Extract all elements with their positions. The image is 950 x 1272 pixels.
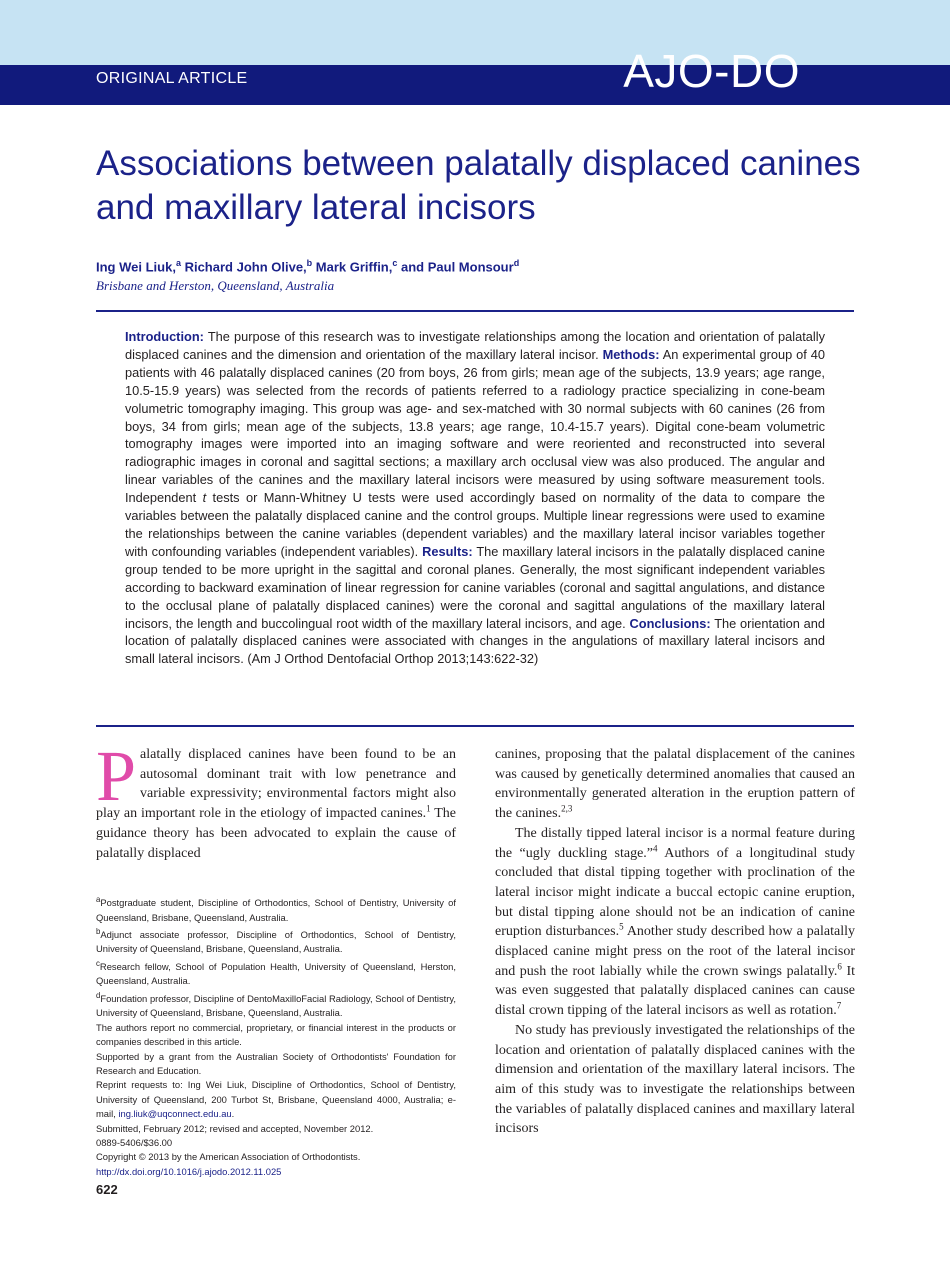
body-text: Authors of a longitudinal study concluded that distal tipping together with proclination of the lateral incisor might indicate a buccal ectopic canine eruption, but distal tipping alone should not be an indication of canine eruption disturbances. bbox=[495, 845, 855, 940]
body-paragraph: No study has previously investigated the relationships of the location and orientation of palatally displaced canines with the dimension and orientation of the maxillary lateral incisors. The aim of this study was to investigate the relationships between the variables of palatally displaced canines and maxillary lateral incisors bbox=[495, 1022, 855, 1137]
affiliation: Brisbane and Herston, Queensland, Australia bbox=[96, 278, 335, 293]
abstract-methods: An experimental group of 40 patients with 46 palatally displaced canines (20 from boys, 26 from girls; mean age of the subjects, 13.9 years; age range, 10.5-15.9 years) was selected from the records of patients referred to a radiology practice specializing in cone-beam volumetric tomography imaging. This group was age- and sex-matched with 30 normal subjects with 60 canines (26 from boys, 34 from girls; mean age of the subjects, 13.8 years; age range, 10.4-15.7 years). Digital cone-beam volumetric tomography images were imported into an imaging software and were reoriented and reconstructed into several radiographic images in coronal and sagittal sections; a maxillary arch occlusal view was also produced. The angular and linear variables of the canines and the maxillary lateral incisors were measured by using software measurement tools. Independent bbox=[125, 346, 825, 506]
article-title: Associations between palatally displaced canines and maxillary lateral incisors bbox=[96, 144, 861, 227]
submission-dates: Submitted, February 2012; revised and accepted, November 2012. bbox=[96, 1122, 374, 1134]
footnote-mark: b bbox=[96, 926, 101, 936]
disclosure: The authors report no commercial, proprietary, or financial interest in the products or companies described in this article. bbox=[96, 1021, 456, 1048]
abstract-t-symbol: t bbox=[202, 490, 207, 506]
copyright: Copyright © 2013 by the American Association of Orthodontists. bbox=[96, 1151, 361, 1163]
intro-text-end: The guidance theory has been advocated to explain the cause of palatally displaced bbox=[96, 806, 456, 861]
author-name: Richard John Olive, bbox=[184, 259, 307, 275]
left-column bbox=[96, 736, 456, 863]
citation: 6 bbox=[837, 961, 842, 972]
body-text: canines, proposing that the palatal displacement of the canines was caused by genetically determined anomalies that caused an environmentally generated alteration in the eruption pattern of the canines. bbox=[495, 747, 855, 822]
author-list bbox=[96, 258, 519, 274]
author-affil-mark: c bbox=[392, 258, 398, 268]
intro-paragraph bbox=[96, 736, 456, 863]
page-number: 622 bbox=[96, 1182, 118, 1197]
email-link[interactable]: ing.liuk@uqconnect.edu.au bbox=[118, 1108, 232, 1120]
doi-line bbox=[96, 1165, 456, 1179]
body-text: Another study described how a palatally displaced canine might press on the root of the lateral incisor and push the root labially while the crown swings palatally. bbox=[495, 924, 856, 979]
footnote-mark: c bbox=[96, 958, 100, 968]
abstract-conclusions-label: Conclusions: bbox=[629, 615, 711, 631]
reprint-requests: Reprint requests to: Ing Wei Liuk, Discipline of Orthodontics, School of Dentistry, University of Queensland, 200 Turbot St, Brisbane, Queensland 4000, Australia; e-mail, ing.liuk@uqconnect.edu.au. bbox=[96, 1079, 456, 1120]
footnote-text: Foundation professor, Discipline of DentoMaxilloFacial Radiology, School of Dentistry, University of Queensland, Brisbane, Queensland, Australia. bbox=[96, 992, 456, 1019]
footnote-a bbox=[96, 893, 456, 925]
reprint-text: Reprint requests to: Ing Wei Liuk, Discipline of Orthodontics, School of Dentistry, University of Queensland, 200 Turbot St, Brisbane, Queensland 4000, Australia; e-mail, bbox=[96, 1079, 456, 1120]
author-affil-mark: d bbox=[513, 258, 520, 268]
citation: 4 bbox=[653, 842, 658, 853]
footnote-mark: a bbox=[96, 895, 101, 904]
abstract-results-label: Results: bbox=[422, 543, 473, 559]
author-affil-mark: b bbox=[306, 258, 313, 268]
footnote-text: Postgraduate student, Discipline of Orthodontics, School of Dentistry, University of Queensland, Brisbane, Queensland, Australia. bbox=[96, 897, 456, 923]
abstract-intro-label: Introduction: bbox=[125, 329, 204, 344]
issn: 0889-5406/$36.00 bbox=[96, 1137, 173, 1148]
body-text: The distally tipped lateral incisor is a normal feature during the “ugly duckling stage.” bbox=[495, 825, 855, 861]
author-name: Mark Griffin, bbox=[315, 259, 393, 275]
abstract-methods-cont: tests or Mann-Whitney U tests were used accordingly based on normality of the data to compare the variables between the palatally displaced canine and the control groups. Multiple linear regressions were used to examine the relationships between the canine variables (dependent variables) and the maxillary lateral incisor variables together with confounding variables (independent variables). bbox=[125, 490, 825, 559]
journal-logo: AJO-DO bbox=[623, 45, 800, 97]
author-affil-mark: a bbox=[175, 258, 181, 268]
citation: 1 bbox=[426, 803, 431, 814]
doi-link[interactable]: http://dx.doi.org/10.1016/j.ajodo.2012.11.025 bbox=[96, 1165, 282, 1177]
author-name: and Paul Monsour bbox=[401, 259, 514, 275]
drop-cap: P bbox=[96, 736, 137, 816]
divider-top bbox=[96, 310, 854, 312]
footnote-text: Research fellow, School of Population Health, University of Queensland, Herston, Queensland, Australia. bbox=[96, 961, 456, 987]
footnotes bbox=[96, 893, 456, 1179]
section-label: ORIGINAL ARTICLE bbox=[96, 70, 248, 87]
citation: 5 bbox=[619, 921, 624, 932]
abstract-intro: The purpose of this research was to investigate relationships among the location and orientation of palatally displaced canines and the dimension and orientation of the maxillary lateral incisor. bbox=[125, 329, 825, 362]
footnote-c bbox=[96, 957, 456, 989]
abstract-conclusions: The orientation and location of palatally displaced canines were associated with changes in the angulations of maxillary lateral incisors and small lateral incisors. (Am J Orthod Dentofacial Orthop 2013;143:622-32) bbox=[125, 615, 825, 667]
divider-bottom bbox=[96, 725, 854, 727]
abstract-results: The maxillary lateral incisors in the palatally displaced canine group tended to be more upright in the sagittal and coronal planes. Generally, the most significant independent variables according to backward examination of linear regression for canine variables (coronal and sagittal angulations, and distance to the occlusal plane of palatally displaced canines) were the coronal and sagittal angulations of the maxillary lateral incisors, the length and buccolingual root width of the maxillary lateral incisors, and age. bbox=[125, 543, 825, 631]
body-paragraph bbox=[495, 745, 855, 824]
abstract bbox=[125, 328, 825, 668]
footnote-d bbox=[96, 989, 456, 1021]
footnote-text: Adjunct associate professor, Discipline of Orthodontics, School of Dentistry, University of Queensland, Brisbane, Queensland, Australia. bbox=[96, 929, 456, 955]
right-column bbox=[495, 745, 855, 1139]
abstract-methods-label: Methods: bbox=[602, 346, 660, 362]
body-text: It was even suggested that palatally displaced canines can cause distal crown tipping of the lateral incisors as well as rotation. bbox=[495, 963, 856, 1019]
author-name: Ing Wei Liuk, bbox=[96, 259, 176, 275]
intro-text: alatally displaced canines have been found to be an autosomal dominant trait with low penetrance and variable expressivity; environmental factors might also play an important role in the etiology of impacted canines. bbox=[96, 747, 456, 822]
citation: 7 bbox=[836, 1000, 842, 1011]
funding: Supported by a grant from the Australian Society of Orthodontists' Foundation for Research and Education. bbox=[96, 1050, 456, 1076]
citation: 2,3 bbox=[561, 803, 573, 814]
footnote-b bbox=[96, 925, 456, 957]
body-paragraph bbox=[495, 824, 855, 1021]
footnote-mark: d bbox=[96, 990, 101, 1000]
header-band-light bbox=[0, 0, 950, 65]
